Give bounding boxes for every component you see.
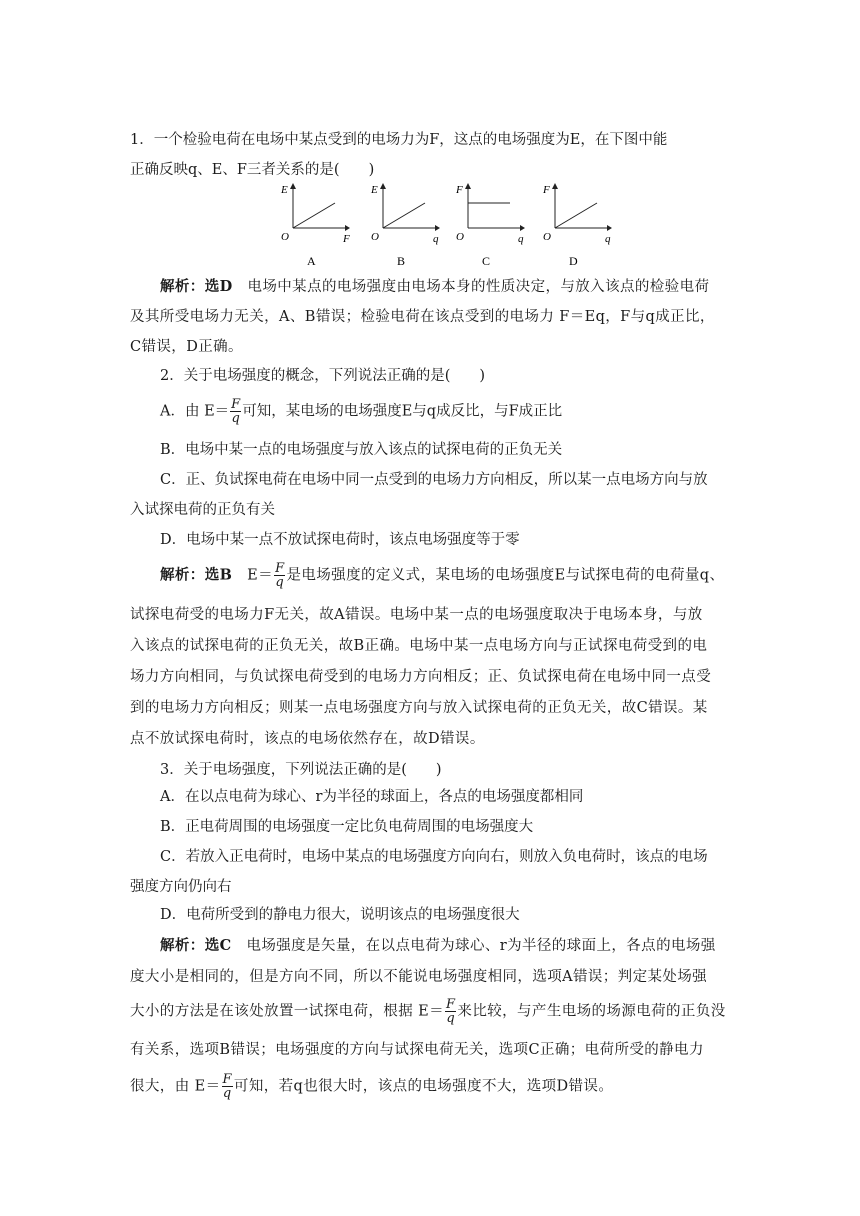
q1-graphs-svg bbox=[275, 183, 615, 273]
graph-D bbox=[542, 183, 612, 268]
fraction-num: F bbox=[222, 1072, 232, 1087]
fraction-den: q bbox=[231, 411, 240, 426]
origin-label: O bbox=[543, 231, 551, 243]
y-axis-label: F bbox=[543, 184, 550, 196]
y-arrow bbox=[552, 183, 558, 189]
graph-caption: D bbox=[569, 254, 578, 268]
q3-option-d: D．电荷所受到的静电力很大，说明该点的电场强度很大 bbox=[160, 907, 520, 923]
q3-option-b: B．正电荷周围的电场强度一定比负电荷周围的电场强度大 bbox=[160, 819, 534, 835]
y-arrow bbox=[380, 183, 386, 189]
q2-option-c-line1: C．正、负试探电荷在电场中同一点受到的电场力方向相反，所以某一点电场方向与放 bbox=[160, 472, 708, 488]
x-arrow bbox=[520, 225, 525, 231]
x-arrow bbox=[435, 225, 440, 231]
fraction-F-over-q bbox=[274, 562, 285, 589]
curve-line bbox=[383, 203, 425, 228]
x-axis-label: q bbox=[433, 233, 439, 245]
graph-A bbox=[280, 183, 350, 268]
x-axis-label: F bbox=[343, 233, 350, 245]
q2-solution-head: 解析：选B bbox=[160, 566, 233, 584]
q3-solution-line2: 度大小是相同的，但是方向不同，所以不能说电场强度相同，选项A错误；判定某处场强 bbox=[130, 969, 708, 985]
graph-B bbox=[370, 183, 440, 268]
q1-solution-line1 bbox=[160, 277, 709, 297]
q1-graph-options bbox=[275, 183, 615, 273]
x-arrow bbox=[607, 225, 612, 231]
q2-option-b: B．电场中某一点的电场强度与放入该点的试探电荷的正负无关 bbox=[160, 442, 563, 458]
q3-option-a: A．在以点电荷为球心、r为半径的球面上，各点的电场强度都相同 bbox=[160, 789, 584, 805]
y-arrow bbox=[465, 183, 471, 189]
q2-stem: 2．关于电场强度的概念，下列说法正确的是( ) bbox=[160, 368, 486, 384]
curve-line bbox=[293, 203, 335, 228]
q2-solution-line1 bbox=[160, 562, 724, 589]
q3-solution-line1 bbox=[160, 936, 716, 956]
q2-option-a-post: 可知，某电场的电场强度E与q成反比，与F成正比 bbox=[242, 403, 563, 420]
q3-solution-line3-pre: 大小的方法是在该处放置一试探电荷，根据 E＝ bbox=[130, 1003, 444, 1020]
graph-caption: A bbox=[307, 254, 316, 268]
q3-option-c-line1: C．若放入正电荷时，电场中某点的电场强度方向向右，则放入负电荷时，该点的电场 bbox=[160, 849, 708, 865]
q3-solution-text1: 电场强度是矢量，在以点电荷为球心、r为半径的球面上，各点的电场强 bbox=[246, 938, 716, 954]
q1-stem-line1: 1．一个检验电荷在电场中某点受到的电场力为F，这点的电场强度为E，在下图中能 bbox=[130, 132, 668, 148]
fraction-num: F bbox=[446, 997, 456, 1012]
fraction-F-over-q bbox=[230, 398, 241, 425]
q2-option-a bbox=[160, 398, 562, 425]
x-axis-label: q bbox=[518, 233, 524, 245]
graph-caption: C bbox=[482, 254, 491, 268]
q1-solution-head: 解析：选D bbox=[160, 278, 233, 295]
q2-solution-line6: 点不放试探电荷时，该点的电场依然存在，故D错误。 bbox=[130, 731, 485, 747]
fraction-den: q bbox=[446, 1011, 456, 1026]
fraction-F-over-q bbox=[222, 1073, 233, 1100]
q2-solution-line3: 入该点的试探电荷的正负无关，故B正确。电场中某一点电场方向与正试探电荷受到的电 bbox=[130, 638, 708, 654]
x-axis-label: q bbox=[605, 233, 611, 245]
q2-option-c-line2: 入试探电荷的正负有关 bbox=[130, 502, 275, 518]
q3-solution-line5 bbox=[130, 1073, 613, 1100]
fraction-den: q bbox=[275, 575, 285, 590]
q2-solution-pre: E＝ bbox=[247, 567, 274, 584]
q3-solution-line5-pre: 很大，由 E＝ bbox=[130, 1078, 221, 1095]
fraction-num: F bbox=[275, 561, 285, 576]
q2-solution-line2: 试探电荷受的电场力F无关，故A错误。电场中某一点的电场强度取决于电场本身，与放 bbox=[130, 607, 703, 623]
q2-solution-line5: 到的电场力方向相反；则某一点电场强度方向与放入试探电荷的正负无关，故C错误。某 bbox=[130, 700, 708, 716]
q2-option-a-pre: A．由 E＝ bbox=[160, 403, 230, 420]
fraction-F-over-q bbox=[445, 998, 456, 1025]
y-axis-label: E bbox=[371, 184, 378, 196]
q3-solution-line3 bbox=[130, 998, 726, 1025]
graph-C bbox=[455, 183, 525, 268]
q1-stem-line2: 正确反映q、E、F三者关系的是( ) bbox=[130, 162, 375, 178]
q3-solution-line5-post: 可知，若q也很大时，该点的电场强度不大，选项D错误。 bbox=[233, 1078, 614, 1095]
curve-line bbox=[555, 203, 597, 228]
y-axis-label: F bbox=[456, 184, 463, 196]
q1-solution-line3: C错误，D正确。 bbox=[130, 339, 243, 355]
graph-caption: B bbox=[397, 254, 406, 268]
y-arrow bbox=[290, 183, 296, 189]
y-axis-label: E bbox=[281, 184, 288, 196]
x-arrow bbox=[345, 225, 350, 231]
q3-solution-line4: 有关系，选项B错误；电场强度的方向与试探电荷无关，选项C正确；电荷所受的静电力 bbox=[130, 1042, 704, 1058]
q1-solution-line2: 及其所受电场力无关，A、B错误；检验电荷在该点受到的电场力 F＝Eq，F与q成正比， bbox=[130, 309, 715, 325]
fraction-den: q bbox=[222, 1086, 232, 1101]
origin-label: O bbox=[456, 231, 464, 243]
q3-solution-head: 解析：选C bbox=[160, 937, 232, 954]
q3-stem: 3．关于电场强度，下列说法正确的是( ) bbox=[160, 762, 442, 778]
q2-solution-line4: 场力方向相同，与负试探电荷受到的电场力方向相反；正、负试探电荷在电场中同一点受 bbox=[130, 669, 712, 685]
origin-label: O bbox=[281, 231, 289, 243]
q3-option-c-line2: 强度方向仍向右 bbox=[130, 879, 232, 895]
q2-option-d: D．电场中某一点不放试探电荷时，该点电场强度等于零 bbox=[160, 532, 520, 548]
origin-label: O bbox=[371, 231, 379, 243]
fraction-num: F bbox=[231, 397, 241, 412]
q3-solution-line3-post: 来比较，与产生电场的场源电荷的正负没 bbox=[457, 1003, 726, 1020]
q2-solution-post: 是电场强度的定义式，某电场的电场强度E与试探电荷的电荷量q、 bbox=[286, 567, 725, 584]
q1-solution-text1: 电场中某点的电场强度由电场本身的性质决定，与放入该点的检验电荷 bbox=[247, 279, 710, 295]
